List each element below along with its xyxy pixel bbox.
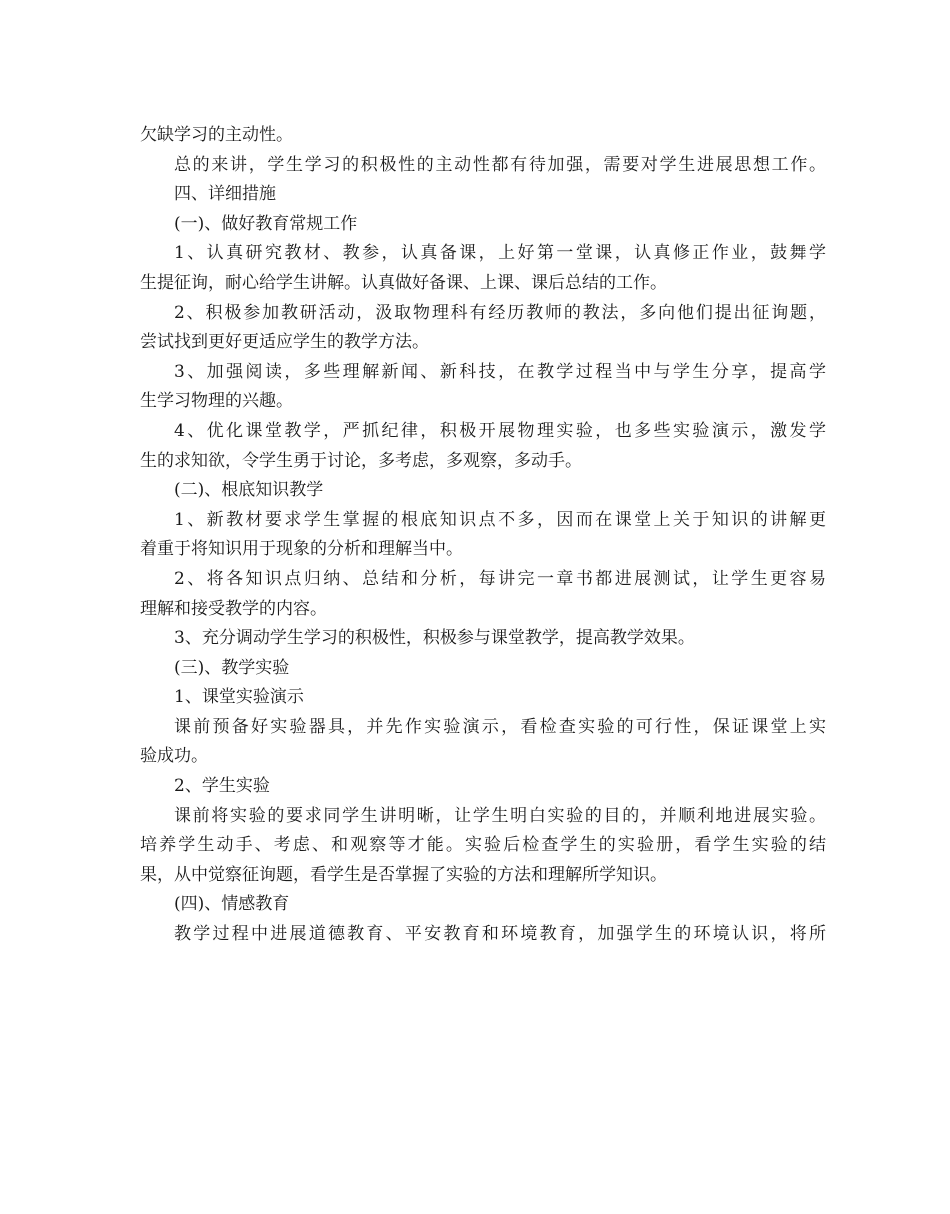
text-line: 3、加强阅读，多些理解新闻、新科技，在教学过程当中与学生分享，提高学 bbox=[174, 361, 826, 382]
text-line: 果，从中觉察征询题，看学生是否掌握了实验的方法和理解所学知识。 bbox=[140, 864, 667, 885]
text-line: 课前将实验的要求同学生讲明晰，让学生明白实验的目的，并顺利地进展实验。 bbox=[174, 805, 826, 826]
text-line: 验成功。 bbox=[140, 746, 208, 767]
subsection-heading: (二)、根底知识教学 bbox=[174, 480, 324, 501]
subsection-heading: (一)、做好教育常规工作 bbox=[174, 213, 358, 234]
subsection-heading: (四)、情感教育 bbox=[174, 894, 290, 915]
text-line: 生的求知欲，令学生勇于讨论，多考虑，多观察，多动手。 bbox=[140, 450, 582, 471]
text-line: 培养学生动手、考虑、和观察等才能。实验后检查学生的实验册，看学生实验的结 bbox=[140, 835, 826, 856]
text-line: 1、新教材要求学生掌握的根底知识点不多，因而在课堂上关于知识的讲解更 bbox=[174, 509, 826, 530]
text-line: 3、充分调动学生学习的积极性，积极参与课堂教学，提高教学效果。 bbox=[174, 628, 695, 649]
text-line: 4、优化课堂教学，严抓纪律，积极开展物理实验，也多些实验演示，激发学 bbox=[174, 420, 826, 441]
text-line: 理解和接受教学的内容。 bbox=[140, 598, 327, 619]
text-line: 2、积极参加教研活动，汲取物理科有经历教师的教法，多向他们提出征询题， bbox=[174, 302, 826, 323]
text-line: 2、将各知识点归纳、总结和分析，每讲完一章书都进展测试，让学生更容易 bbox=[174, 568, 826, 589]
text-line: 1、认真研究教材、教参，认真备课，上好第一堂课，认真修正作业，鼓舞学 bbox=[174, 243, 826, 264]
section-heading: 四、详细措施 bbox=[174, 184, 276, 205]
document-page bbox=[140, 121, 826, 950]
text-line: 课前预备好实验器具，并先作实验演示，看检查实验的可行性，保证课堂上实 bbox=[174, 716, 826, 737]
text-line: 1、课堂实验演示 bbox=[174, 687, 304, 708]
text-line: 教学过程中进展道德教育、平安教育和环境教育，加强学生的环境认识，将所 bbox=[174, 924, 826, 945]
text-line: 生提征询，耐心给学生讲解。认真做好备课、上课、课后总结的工作。 bbox=[140, 272, 667, 293]
text-line: 着重于将知识用于现象的分析和理解当中。 bbox=[140, 539, 463, 560]
text-line: 2、学生实验 bbox=[174, 776, 270, 797]
text-line: 尝试找到更好更适应学生的教学方法。 bbox=[140, 332, 429, 353]
text-line: 生学习物理的兴趣。 bbox=[140, 391, 293, 412]
text-line: 总的来讲，学生学习的积极性的主动性都有待加强，需要对学生进展思想工作。 bbox=[174, 154, 826, 175]
text-line: 欠缺学习的主动性。 bbox=[140, 125, 293, 145]
subsection-heading: (三)、教学实验 bbox=[174, 657, 290, 678]
